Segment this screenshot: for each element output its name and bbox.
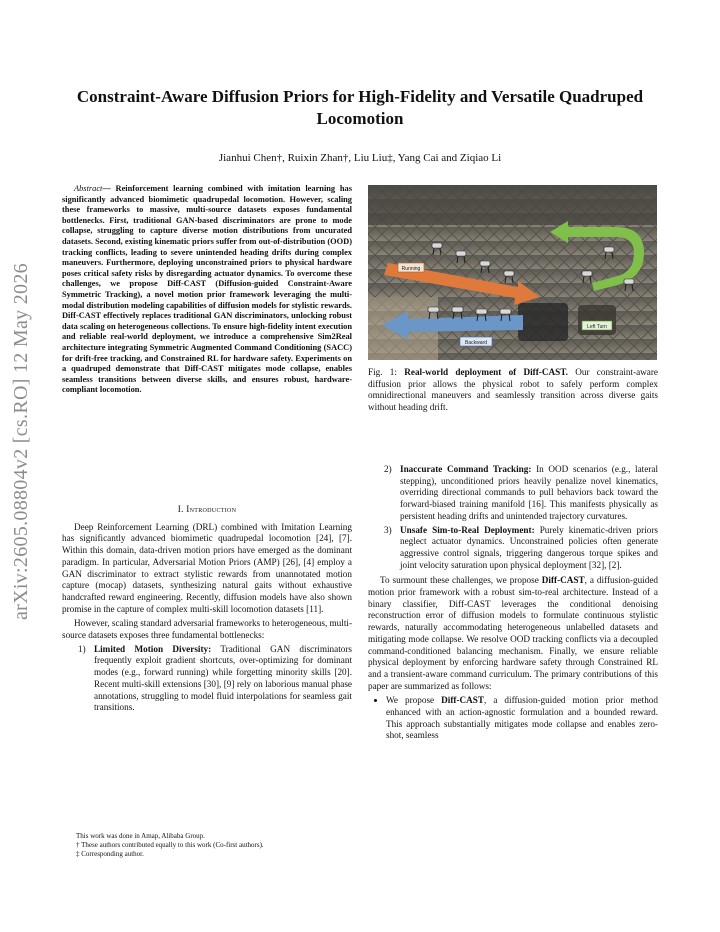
bottleneck-list [62, 644, 352, 714]
intro-right-column [368, 464, 658, 746]
paper-authors: Jianhui Chen†, Ruixin Zhan†, Liu Liu‡, Yang Cai and Ziqiao Li [218, 152, 502, 164]
bottleneck-list-continued [368, 464, 658, 571]
footnotes [76, 832, 352, 859]
section-heading: I. Introduction [177, 504, 237, 514]
list-item: 2) Inaccurate Command Tracking: In OOD scenarios (e.g., lateral stepping), unconditioned priors heavily penalize novel kinematics, overriding directional commands to pull behaviors back toward the forward-biased training manifold [16]. This manifests physically as persistent heading drifts and unintended trajectory curvatures. [384, 464, 658, 521]
intro-paragraph-1: Deep Reinforcement Learning (DRL) combined with Imitation Learning has significantly advanced biomimetic quadrupedal locomotion [24], [7]. Within this domain, data-driven motion priors have emerged as the dominant paradigm. In particular, Adversarial Motion Priors (AMP) [26], [4] employ a GAN discriminator to extract stylistic rewards from unannotated motion capture (mocap) datasets, synthesizing natural gaits without exhaustive handcrafted reward engineering. Recently, diffusion models have also shown promise in the capture of complex multi-skill locomotion datasets [11]. [62, 521, 352, 614]
footnote-work: This work was done in Amap, Alibaba Group. [76, 832, 205, 840]
figure-1-photo [368, 185, 657, 360]
list-item: 1) Limited Motion Diversity: Traditional GAN discriminators frequently exploit gradient shortcuts, over-optimizing for dominant modes (e.g., forward running) while forgetting minority skills [20]. Recent multi-skill extensions [30], [9] rely on laborious manual phase annotations, struggling to model fluid interpolations for seamless gait transitions. [78, 643, 352, 713]
intro-paragraph-3: To surmount these challenges, we propose Diff-CAST, a diffusion-guided motion prior framework with a robust sim-to-real architecture. Instead of a binary classifier, Diff-CAST leverages the conditional denoising reconstruction error of diffusion models to formulate continuous stylistic rewards, naturally accommodating heterogeneous unlabelled datasets and mitigating mode collapse. We resolve OOD tracking conflicts via a decoupled command-conditioned balancing mechanism. Finally, we ensure reliable physical deployment by enforcing hardware safety through Constrained RL and a transient-aware command curriculum. The primary contributions of this paper are summarized as follows: [368, 575, 658, 691]
footnote-corresponding: ‡ Corresponding author. [76, 850, 144, 858]
abstract [62, 184, 352, 396]
list-item: 3) Unsafe Sim-to-Real Deployment: Purely kinematic-driven priors neglect actuator dynamics. Unconstrained policies often generate aggressive control signals, triggering dangerous torque spikes and joint velocity saturation upon physical deployment [32], [2]. [384, 524, 658, 570]
arxiv-identifier: arXiv:2605.08804v2 [cs.RO] 12 May 2026 [10, 263, 32, 620]
contribution-list [368, 695, 658, 742]
abstract-label: Abstract [74, 184, 103, 193]
list-item: • We propose Diff-CAST, a diffusion-guided motion prior method enhanced with an action-agnostic formulation and a bounded reward. This approach substantially mitigates mode collapse and enables zero-shot, seamless [386, 695, 658, 742]
intro-paragraph-2: However, scaling standard adversarial frameworks to heterogeneous, multi-source datasets exposes three fundamental bottlenecks: [62, 618, 352, 641]
paper-title: Constraint-Aware Diffusion Priors for High-Fidelity and Versatile Quadruped Locomotion [76, 87, 644, 128]
intro-left-column [62, 496, 352, 718]
footnote-equal: † These authors contributed equally to this work (Co-first authors). [76, 841, 264, 849]
abstract-text: — Reinforcement learning combined with imitation learning has significantly advanced biomimetic quadrupedal locomotion. However, scaling these frameworks to massive, multi-source datasets exposes fundamental bottlenecks. First, traditional GAN-based discriminators are prone to mode collapse, struggling to capture diverse motion distributions from uncurated datasets. Second, existing kinematic priors suffer from out-of-distribution (OOD) tracking conflicts, leading to severe unintended heading drifts during complex maneuvers. Furthermore, deploying unconstrained priors to physical hardware poses critical safety risks by disregarding actuator dynamics. To overcome these challenges, we propose Diff-CAST (Diffusion-guided Constraint-Aware Symmetric Tracking), a novel motion prior framework leveraging the multi-modal distribution modeling capabilities of diffusion models for stylistic rewards. Diff-CAST effectively replaces traditional GAN discriminators, unlocking robust data scaling on heterogeneous collections. To ensure high-fidelity intent execution and reliable real-world deployment, we introduce a comprehensive Sim2Real architecture integrating Symmetric Augmented Command Conditioning (SACC) for drift-free tracking, and Constrained RL for hardware safety. Experiments on a quadruped demonstrate that Diff-CAST mitigates mode collapse, enables seamless transitions between diverse skills, and ensures robust, hardware-compliant locomotion. [62, 184, 352, 395]
label-backward: Backward [465, 340, 487, 346]
label-left-turn: Left Turn [587, 324, 607, 330]
label-running: Running [401, 266, 421, 272]
figure-caption: Fig. 1: Real-world deployment of Diff-CAST. Our constraint-aware diffusion prior allows the physical robot to safely perform complex omnidirectional maneuvers and seamlessly transition across diverse gaits without heading drift. [368, 367, 659, 413]
